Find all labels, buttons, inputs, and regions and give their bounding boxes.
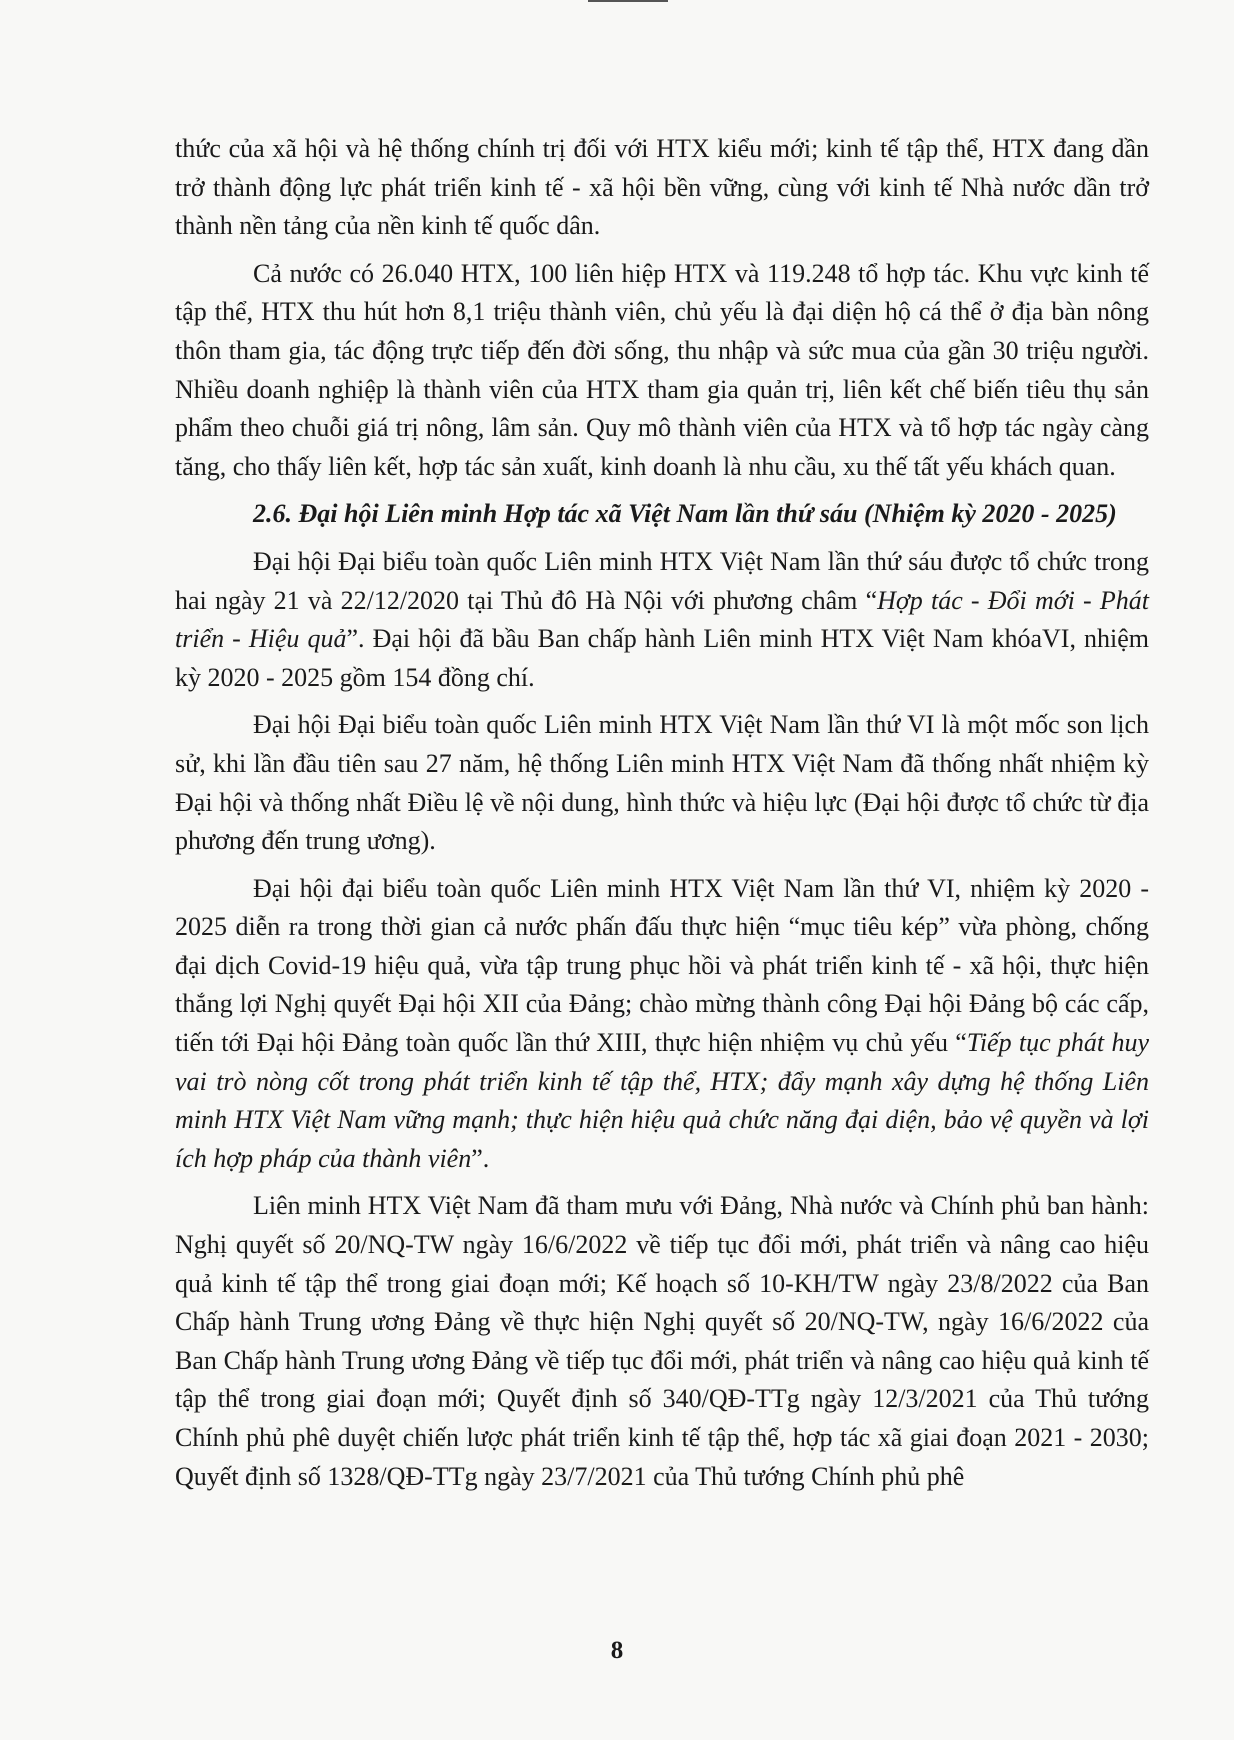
top-rule xyxy=(588,0,668,2)
paragraph-congress-6 xyxy=(175,543,1149,697)
page-number: 8 xyxy=(610,1637,624,1664)
paragraph-text: ”. xyxy=(471,1143,490,1173)
paragraph-milestone: Đại hội Đại biểu toàn quốc Liên minh HTX Việt Nam lần thứ VI là một mốc son lịch sử, khi lần đầu tiên sau 27 năm, hệ thống Liên minh HTX Việt Nam đã thống nhất nhiệm kỳ Đại hội và thống nhất Điều lệ về nội dung, hình thức và hiệu lực (Đại hội được tổ chức từ địa phương đến trung ương). xyxy=(175,710,1149,856)
paragraph-statistics: Cả nước có 26.040 HTX, 100 liên hiệp HTX và 119.248 tổ hợp tác. Khu vực kinh tế tập thể, HTX thu hút hơn 8,1 triệu thành viên, chủ yếu là đại diện hộ cá thể ở địa bàn nông thôn tham gia, tác động trực tiếp đến đời sống, thu nhập và sức mua của gần 30 triệu người. Nhiều doanh nghiệp là thành viên của HTX tham gia quản trị, liên kết chế biến tiêu thụ sản phẩm theo chuỗi giá trị nông, lâm sản. Quy mô thành viên của HTX và tổ hợp tác ngày càng tăng, cho thấy liên kết, hợp tác sản xuất, kinh doanh là nhu cầu, xu thế tất yếu khách quan. xyxy=(175,258,1149,481)
quote-text: Tiếp tục phát huy vai trò nòng cốt trong phát triển kinh tế tập thể, HTX; đẩy mạnh xây dựng hệ thống Liên minh HTX Việt Nam vững mạnh; thực hiện hiệu quả chức năng đại diện, bảo vệ quyền và lợi ích hợp pháp của thành viên xyxy=(175,1028,1149,1173)
paragraph-resolutions: Liên minh HTX Việt Nam đã tham mưu với Đảng, Nhà nước và Chính phủ ban hành: Nghị quyết số 20/NQ-TW ngày 16/6/2022 về tiếp tục đổi mới, phát triển và nâng cao hiệu quả kinh tế tập thể trong giai đoạn mới; Kế hoạch số 10-KH/TW ngày 23/8/2022 của Ban Chấp hành Trung ương Đảng về thực hiện Nghị quyết số 20/NQ-TW, ngày 16/6/2022 của Ban Chấp hành Trung ương Đảng về tiếp tục đổi mới, phát triển và nâng cao hiệu quả kinh tế tập thể trong giai đoạn mới; Quyết định số 340/QĐ-TTg ngày 12/3/2021 của Thủ tướng Chính phủ phê duyệt chiến lược phát triển kinh tế tập thể, hợp tác xã giai đoạn 2021 - 2030; Quyết định số 1328/QĐ-TTg ngày 23/7/2021 của Thủ tướng Chính phủ phê xyxy=(175,1191,1149,1491)
motto-text: Hợp tác - Đổi mới - Phát triển - Hiệu quả xyxy=(175,585,1149,654)
body-text xyxy=(175,130,1149,1505)
paragraph-text: ”. Đại hội đã bầu Ban chấp hành Liên minh HTX Việt Nam khóaVI, nhiệm kỳ 2020 - 2025 gồm 154 đồng chí. xyxy=(175,624,1149,692)
paragraph-context xyxy=(175,870,1149,1179)
section-heading: 2.6. Đại hội Liên minh Hợp tác xã Việt Nam lần thứ sáu (Nhiệm kỳ 2020 - 2025) xyxy=(253,499,1117,529)
paragraph-text: Đại hội đại biểu toàn quốc Liên minh HTX Việt Nam lần thứ VI, nhiệm kỳ 2020 - 2025 diễn ra trong thời gian cả nước phấn đấu thực hiện “mục tiêu kép” vừa phòng, chống đại dịch Covid-19 hiệu quả, vừa tập trung phục hồi và phát triển kinh tế - xã hội, thực hiện thắng lợi Nghị quyết Đại hội XII của Đảng; chào mừng thành công Đại hội Đảng bộ các cấp, tiến tới Đại hội Đảng toàn quốc lần thứ XIII, thực hiện nhiệm vụ chủ yếu “ xyxy=(175,873,1149,1058)
paragraph-continuation: thức của xã hội và hệ thống chính trị đối với HTX kiểu mới; kinh tế tập thể, HTX đang dần trở thành động lực phát triển kinh tế - xã hội bền vững, cùng với kinh tế Nhà nước dần trở thành nền tảng của nền kinh tế quốc dân. xyxy=(175,134,1149,241)
paragraph-text: Đại hội Đại biểu toàn quốc Liên minh HTX Việt Nam lần thứ sáu được tổ chức trong hai ngày 21 và 22/12/2020 tại Thủ đô Hà Nội với phương châm “ xyxy=(175,546,1149,615)
